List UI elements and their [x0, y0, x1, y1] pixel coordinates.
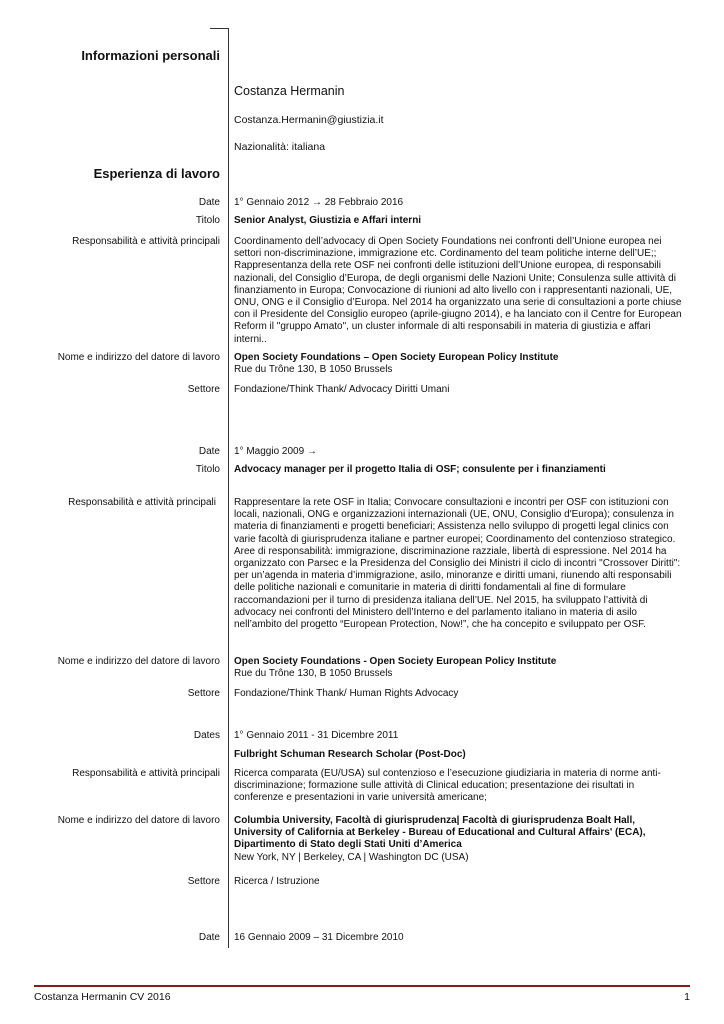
job1-sector: Fondazione/Think Thank/ Advocacy Diritti Umani [234, 384, 450, 395]
experience-heading: Esperienza di lavoro [93, 166, 220, 181]
job2-title: Advocacy manager per il progetto Italia di OSF; consulente per i finanziamenti [234, 464, 606, 475]
job1-responsibilities-label: Responsabilità e attività principali [72, 236, 220, 247]
job3-title: Fulbright Schuman Research Scholar (Post-Doc) [234, 749, 466, 760]
job1-employer-name: Open Society Foundations – Open Society European Policy Institute [234, 352, 559, 363]
job3-date-label: Dates [193, 730, 220, 741]
email-address: Costanza.Hermanin@giustizia.it [234, 114, 384, 126]
job4-date: 16 Gennaio 2009 – 31 Dicembre 2010 [234, 932, 404, 943]
job1-employer [234, 352, 686, 376]
job1-employer-address: Rue du Trône 130, B 1050 Brussels [234, 364, 393, 376]
job2-sector-label: Settore [187, 688, 220, 699]
job2-title-label: Titolo [195, 464, 220, 475]
job1-date: 1° Gennaio 2012 → 28 Febbraio 2016 [234, 197, 404, 208]
page-number: 1 [684, 991, 690, 1003]
job3-sector-label: Settore [187, 876, 220, 887]
job3-employer-address: New York, NY | Berkeley, CA | Washington DC (USA) [234, 851, 469, 863]
job2-employer-address: Rue du Trône 130, B 1050 Brussels [234, 668, 393, 680]
footer-title: Costanza Hermanin CV 2016 [34, 991, 171, 1003]
job2-date: 1° Maggio 2009 → [234, 446, 317, 457]
job1-responsibilities: Coordinamento dell’advocacy di Open Society Foundations nei confronti dell’Unione europea nei settori non-discriminazione, immigrazione etc. Cordinamento del team politiche interne dell’UE;; Rappresentanza della rete OSF nei confronti delle istituzioni dell’Unione europea, di responsabili nazionali, del Consiglio d’Europa, de degli organismi delle Nazioni Unite; Consulenza sulle attività di finanziamento in Europa; Convocazione di riunioni ad alto livello con i rappresentanti nazionali, UE, ONU, ONG e il Consiglio d’Europa. Nel 2014 ha organizzato una serie di consultazioni a porte chiuse con il Presidente del Consiglio europeo (aprile-giugno 2014), e ha lanciato con il Centre for European Reform il "gruppo Amato", un cluster informale di alti responsabili in materia di giustizia e affari interni.. [234, 236, 682, 345]
person-name: Costanza Hermanin [234, 84, 345, 98]
top-rule [210, 28, 229, 29]
job3-employer-name: Columbia University, Facoltà di giurisprudenza| Facoltà di giurisprudenza Boalt Hall, University of California at Berkeley - Bureau of Educational and Cultural Affairs' (ECA), Dipartimento di Stato degli Stati Uniti d’America [234, 815, 646, 851]
job2-responsibilities: Rappresentare la rete OSF in Italia; Convocare consultazioni e incontri per OSF con istituzioni con locali, nazionali, ONG e organizzazioni internazionali (UE, ONU, Consiglio d'Europa); consulenza in materia di finanziamenti e progetti beneficiari; Assistenza nello sviluppo di progetti legal clinics con varie facoltà di giurisprudenza italiane e partner europei; Coordinamento del contenzioso strategico. Aree di responsabilità: immigrazione, discriminazione razziale, libertà di espressione. Nel 2014 ha organizzato con Parsec e la Presidenza del Consiglio dei Ministri il ciclo di incontri "Crossover Diritti": per un’agenda in materia d’immigrazione, asilo, minoranze e diritti umani, riunendo alti responsabili delle politiche nazionali e comunitarie in materia di diritti fondamentali al fine di formulare raccomandazioni per il turno di presidenza italiana dell’UE. Nel 2015, ha sviluppato l’attività di advocacy nei confronti del Ministero dell’Interno e del parlamento italiano in materia di asilo nell’ambito del progetto “European Protection, Now!”, che ha concepito e sviluppato per OSF. [234, 497, 681, 631]
column-divider [228, 48, 229, 948]
personal-info-heading: Informazioni personali [81, 48, 220, 63]
job2-sector: Fondazione/Think Thank/ Human Rights Advocacy [234, 688, 459, 699]
job3-responsibilities-label: Responsabilità e attività principali [72, 768, 220, 779]
job1-title-label: Titolo [195, 215, 220, 226]
job3-responsibilities: Ricerca comparata (EU/USA) sul contenzioso e l’esecuzione giudiziaria in materia di norme anti-discriminazione; formazione sulle attività di Clinical education; presentazione dei risultati in conferenze e presentazioni in varie università americane; [234, 768, 661, 804]
top-corner-rule [228, 28, 229, 48]
job1-sector-label: Settore [187, 384, 220, 395]
job1-employer-label: Nome e indirizzo del datore di lavoro [57, 352, 220, 363]
job3-employer [234, 815, 686, 864]
footer-rule [34, 985, 690, 987]
job2-date-label: Date [198, 446, 220, 457]
job3-employer-label: Nome e indirizzo del datore di lavoro [57, 815, 220, 826]
job3-date: 1° Gennaio 2011 - 31 Dicembre 2011 [234, 730, 399, 741]
job2-employer-label: Nome e indirizzo del datore di lavoro [57, 656, 220, 667]
job1-date-label: Date [198, 197, 220, 208]
job1-title: Senior Analyst, Giustizia e Affari interni [234, 215, 422, 226]
job2-employer [234, 656, 686, 680]
job4-date-label: Date [198, 932, 220, 943]
nationality: Nazionalità: italiana [234, 141, 326, 153]
job2-responsibilities-label: Responsabilità e attività principali [68, 497, 216, 508]
job3-sector: Ricerca / Istruzione [234, 876, 320, 887]
job2-employer-name: Open Society Foundations - Open Society European Policy Institute [234, 656, 557, 667]
